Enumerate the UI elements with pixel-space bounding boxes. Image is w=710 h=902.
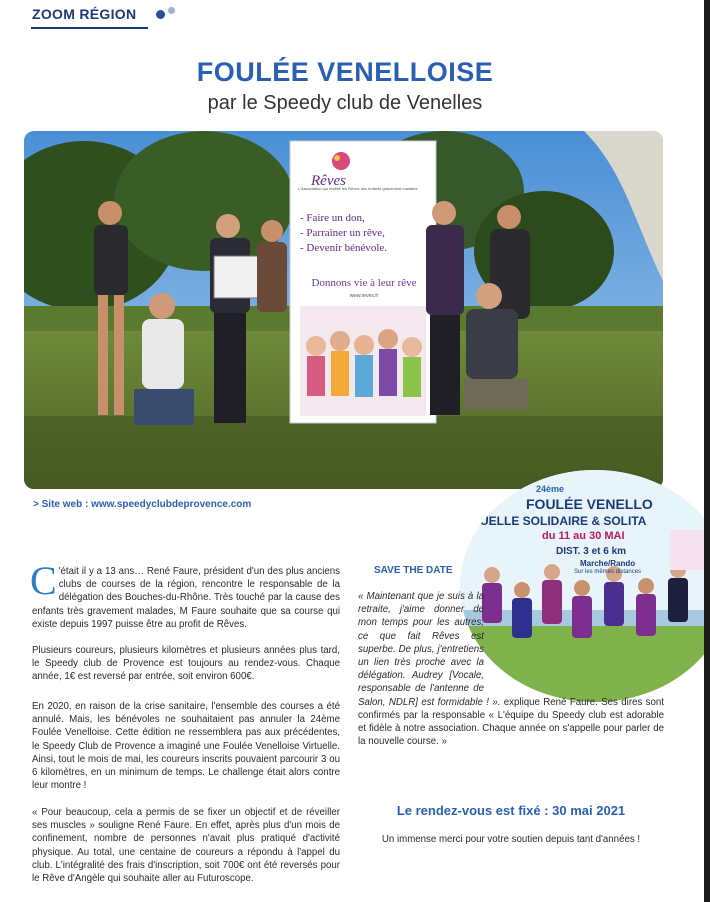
poster-note: Sur les mêmes distances: [574, 569, 642, 575]
drop-cap: C: [30, 558, 57, 603]
poster-mode: Marche/Rando: [580, 559, 636, 568]
poster-name: FOULÉE VENELLO: [526, 496, 653, 512]
poster-subtitle: UELLE SOLIDAIRE & SOLITA: [480, 514, 647, 528]
paragraph-4: « Pour beaucoup, cela a permis de se fixer un objectif et de réveiller ses muscles » souligne René Faure. En effet, après plus d'un mois de confinement, nombre de personnes n'avait plus pratiqué d'activité physique. Au total, une centaine de coureurs a répondu à l'appel du club. L'intégralité des frais d'inscription, soit 700€ ont été reversés pour le Rêve d'Angèle qui souhaite aller au Futuroscope.: [32, 807, 340, 885]
section-underline: [31, 27, 148, 29]
quote-plain: explique René Faure. Ses dires sont confirmés par la responsable « L'équipe du Speedy club est adorable et fidèle à notre association. Chaque année on s'appelle pour parler de la nouvelle course. »: [358, 696, 664, 748]
banner-brand: Rêves: [311, 173, 346, 189]
article-subtitle: par le Speedy club de Venelles: [207, 92, 483, 114]
page-edge: [704, 0, 710, 902]
section-label: ZOOM RÉGION: [32, 6, 137, 22]
banner-slogan: Donnons vie à leur rêve: [311, 277, 417, 289]
group-photo: [24, 131, 663, 489]
quote-italic-a: [358, 590, 664, 748]
quote-italic: « Maintenant que je suis à la retraite, j'aime donner de mon temps pour les autres, ce que fait Rêves est superbe. De plus, j'entretiens un lien très proche avec la délégation. Audrey [Vocale, responsable de l'antenne de Salon, NDLR] est formidable ! ».: [358, 591, 501, 708]
poster-distance: DIST. 3 et 6 km: [556, 546, 627, 557]
paragraph-3: En 2020, en raison de la crise sanitaire, l'ensemble des courses a été annulé. Mais, les bénévoles ne souhaitaient pas annuler la 24ème Foulée Venelloise. Cette édition ne ressemblera pas aux précédentes, le Speedy Club de Provence a imaginé une Foulée Venelloise Virtuelle. Ainsi, tout le mois de mai, les coureurs inscrits pouvaient parcourir 3 ou 6 kilomètres, en un minimum de temps. Le challenge était alors contre leur montre !: [32, 701, 340, 792]
banner-url: www.reves.fr: [349, 293, 379, 299]
poster-dates: du 11 au 30 MAI: [542, 530, 625, 542]
paragraph-1: [30, 558, 340, 631]
banner-tagline: L'Association qui réalise les Rêves des enfants gravement malades: [298, 186, 418, 191]
paragraph-2: Plusieurs coureurs, plusieurs kilomètres et plusieurs années plus tard, le Speedy club de Provence est toujours au rendez-vous. Chaque année, 1€ est reversé par entrée, soit environ 600€.: [32, 645, 340, 683]
website-caption: > Site web : www.speedyclubdeprovence.com: [33, 499, 252, 510]
banner-line: - Faire un don,: [300, 212, 365, 224]
paragraph-1-text: 'était il y a 13 ans… René Faure, président d'un des plus anciens clubs de courses de la région, rencontre le responsable de la délégation des Bouches-du-Rhône. Très touché par la cause des enfants très gravement malades, M Faure souhaite que sa course qui existe depuis 1997 puisse être au profit de Rêves.: [32, 566, 340, 630]
poster-wrap-spacer: [484, 590, 664, 688]
banner-line: - Parrainer un rêve,: [300, 227, 385, 239]
poster-edition: 24ème: [536, 484, 565, 494]
decorative-dot: [168, 7, 175, 14]
rendezvous-heading: Le rendez-vous est fixé : 30 mai 2021: [396, 803, 626, 818]
thanks-line: Un immense merci pour votre soutien depuis tant d'années !: [381, 834, 641, 845]
save-the-date-title: SAVE THE DATE: [374, 565, 453, 576]
banner-list: [300, 211, 387, 256]
banner-line: - Devenir bénévole.: [300, 242, 388, 254]
article-title: FOULÉE VENELLOISE: [196, 57, 494, 87]
decorative-dot: [156, 10, 165, 19]
